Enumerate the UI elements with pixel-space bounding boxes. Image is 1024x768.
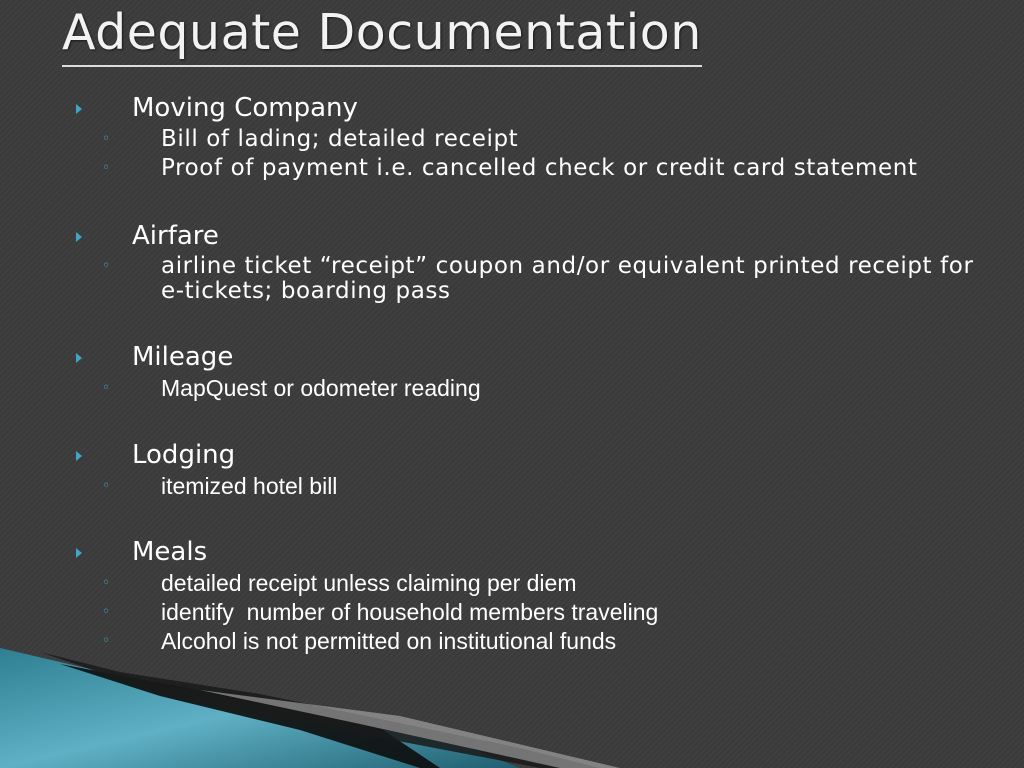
list-item: identify number of household members traveling	[161, 599, 659, 625]
hollow-circle-icon: ◦	[102, 131, 111, 147]
list-item: airline ticket “receipt” coupon and/or equivalent printed receipt for e-tickets; boarding pass	[161, 253, 974, 304]
page-title: Adequate Documentation	[62, 2, 702, 67]
triangle-right-icon	[76, 232, 82, 242]
section-heading: Mileage	[132, 342, 234, 372]
list-item: detailed receipt unless claiming per diem	[161, 570, 577, 596]
hollow-circle-icon: ◦	[102, 604, 111, 620]
section-heading: Lodging	[132, 440, 236, 470]
triangle-right-icon	[76, 104, 82, 114]
hollow-circle-icon: ◦	[102, 380, 111, 396]
hollow-circle-icon: ◦	[102, 633, 111, 649]
list-item: MapQuest or odometer reading	[161, 375, 481, 401]
triangle-right-icon	[76, 548, 82, 558]
list-item: Proof of payment i.e. cancelled check or credit card statement	[161, 155, 918, 181]
hollow-circle-icon: ◦	[102, 160, 111, 176]
hollow-circle-icon: ◦	[102, 478, 111, 494]
triangle-right-icon	[76, 353, 82, 363]
section-heading: Meals	[132, 537, 208, 567]
triangle-right-icon	[76, 451, 82, 461]
list-item: Bill of lading; detailed receipt	[161, 126, 519, 152]
hollow-circle-icon: ◦	[102, 575, 111, 591]
section-heading: Moving Company	[132, 93, 358, 123]
list-item: Alcohol is not permitted on institutional funds	[161, 628, 617, 654]
list-item: itemized hotel bill	[161, 473, 338, 499]
section-heading: Airfare	[132, 221, 219, 251]
hollow-circle-icon: ◦	[102, 258, 111, 274]
